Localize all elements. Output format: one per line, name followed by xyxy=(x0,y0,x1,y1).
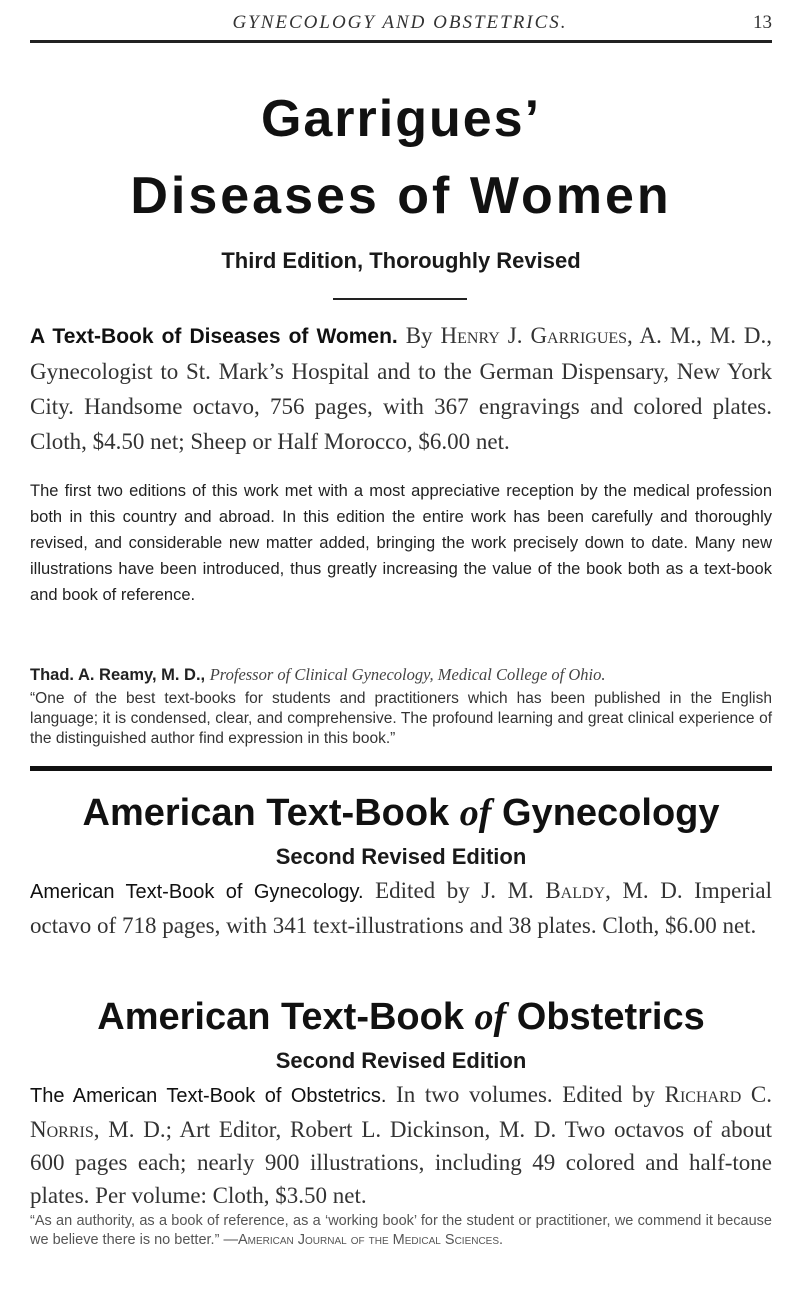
obstetrics-details: M. D.; Art Editor, Robert L. Dickinson, M. D. Two octavos of about 600 pages each; nearly 900 illustrations, including 49 colored and half-tone plates. Per volume: Cloth, $3.50 net. xyxy=(30,1117,772,1208)
reviewer-affiliation: Professor of Clinical Gynecology, Medical College of Ohio. xyxy=(209,665,606,684)
page-number: 13 xyxy=(753,12,772,33)
gynecology-description xyxy=(30,874,772,942)
gynecology-details: M. D. Imperial octavo of 718 pages, with 341 text-illustrations and 38 plates. Cloth, $6.00 net. xyxy=(30,878,773,938)
running-title: GYNECOLOGY AND OBSTETRICS. xyxy=(232,12,568,33)
garrigues-review xyxy=(30,663,772,687)
obstetrics-title-of: of xyxy=(474,996,507,1038)
obstetrics-title-post: Obstetrics xyxy=(516,996,705,1038)
garrigues-paragraph: The first two editions of this work met with a most appreciative reception by the medical profession both in this country and abroad. In this edition the entire work has been carefully and thoroughly revised, and considerable new matter added, bringing the work precisely down to date. Many new illustrations have been introduced, thus greatly increasing the value of the book both as a text-book and book of reference. xyxy=(30,482,772,604)
gynecology-book-title: American Text-Book of Gynecology. xyxy=(30,881,364,903)
thick-divider xyxy=(30,766,772,771)
obstetrics-edition: Second Revised Edition xyxy=(275,1048,527,1073)
garrigues-author: Henry J. Garrigues, xyxy=(440,323,633,348)
obstetrics-review xyxy=(30,1212,772,1250)
gynecology-title-post: Gynecology xyxy=(502,792,720,834)
obstetrics-title-pre: American Text-Book xyxy=(97,996,464,1038)
obstetrics-edited-by: In two volumes. Edited by xyxy=(396,1082,655,1107)
header-rule xyxy=(30,40,772,43)
gynecology-editor: J. M. Baldy, xyxy=(481,878,611,903)
garrigues-edition: Third Edition, Thoroughly Revised xyxy=(221,248,581,273)
garrigues-title-line2: Diseases of Women xyxy=(130,167,672,225)
gynecology-edition: Second Revised Edition xyxy=(275,844,527,869)
gynecology-title-of: of xyxy=(459,792,492,834)
gynecology-title-pre: American Text-Book xyxy=(82,792,450,834)
garrigues-title-line1: Garrigues’ xyxy=(260,90,542,148)
gynecology-edited-by: Edited by xyxy=(375,878,470,903)
obstetrics-review-source: —American Journal of the Medical Sciences. xyxy=(223,1232,504,1248)
garrigues-by: By xyxy=(405,323,433,348)
obstetrics-book-title: The American Text-Book of Obstetrics. xyxy=(30,1085,387,1107)
garrigues-description xyxy=(30,318,772,459)
reviewer-name: Thad. A. Reamy, M. D., xyxy=(30,666,206,684)
obstetrics-description xyxy=(30,1078,772,1212)
garrigues-book-title: A Text-Book of Diseases of Women. xyxy=(30,325,398,348)
garrigues-review-quote: “One of the best text-books for students and practitioners which has been published in the English language; it is condensed, clear, and comprehensive. The profound learning and great clinical experience of the distinguished author find expression in this book.” xyxy=(30,690,772,747)
gynecology-title xyxy=(30,788,772,838)
obstetrics-title xyxy=(30,992,772,1042)
obstetrics-review-quote: “As an authority, as a book of reference, as a ‘working book’ for the student or practitioner, we commend it because we believe there is no better.” xyxy=(30,1213,772,1248)
garrigues-details: A. M., M. D., Gynecologist to St. Mark’s Hospital and to the German Dispensary, New York City. Handsome octavo, 756 pages, with 367 engravings and colored plates. Cloth, $4.50 net; Sheep or Half Morocco, $6.00 net. xyxy=(30,323,773,454)
running-head xyxy=(0,12,800,38)
section-rule xyxy=(333,298,467,300)
obstetrics-editor: Richard C. Norris, xyxy=(30,1082,773,1142)
